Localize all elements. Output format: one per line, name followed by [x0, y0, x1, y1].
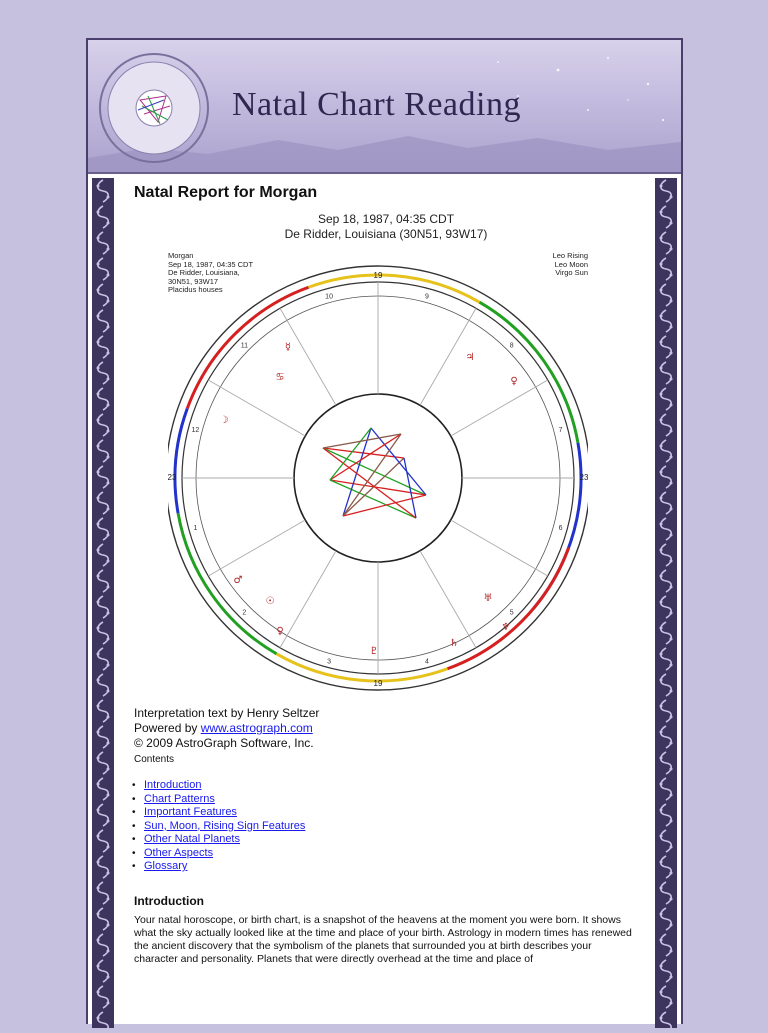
toc-link-sun-moon-rising[interactable]: Sun, Moon, Rising Sign Features: [144, 819, 306, 832]
planet-glyph-icon: ♀: [510, 376, 518, 387]
birth-date: Sep 18, 1987, 04:35 CDT: [317, 212, 455, 226]
cusp-label-top: 19: [373, 271, 383, 280]
planet-glyph-icon: ♋: [275, 372, 285, 383]
legend-place: De Ridder, Louisiana,: [168, 268, 240, 277]
planet-glyph-icon: ☉: [265, 596, 275, 607]
house-number: 12: [191, 427, 200, 435]
planet-glyph-icon: ☿: [284, 342, 292, 353]
house-number: 1: [193, 524, 198, 532]
header-banner: [88, 40, 681, 174]
toc-link-introduction[interactable]: Introduction: [144, 779, 202, 791]
natal-chart-wheel: [168, 248, 588, 692]
table-of-contents: [132, 779, 640, 874]
introduction-heading: Introduction: [134, 893, 204, 908]
toc-link-other-natal-planets[interactable]: Other Natal Planets: [144, 833, 240, 845]
legend-name: Morgan: [168, 251, 194, 260]
house-number: 2: [242, 609, 247, 617]
toc-link-important-features[interactable]: Important Features: [144, 806, 237, 818]
house-number: 7: [558, 427, 563, 435]
house-cusp-line: [420, 551, 476, 648]
house-number: 5: [509, 609, 514, 617]
legend-rising: Leo Rising: [552, 251, 588, 260]
house-cusp-line: [280, 308, 336, 405]
credits: [134, 706, 640, 767]
birth-place: De Ridder, Louisiana (30N51, 93W17): [284, 227, 488, 241]
cusp-label-left: 23: [168, 473, 177, 482]
toc-link-glossary[interactable]: Glossary: [144, 860, 188, 872]
house-number: 6: [558, 524, 563, 532]
toc-item: [132, 860, 640, 874]
planet-glyph-icon: ♃: [465, 352, 475, 363]
legend-coords: 30N51, 93W17: [168, 276, 219, 286]
legend-date: Sep 18, 1987, 04:35 CDT: [168, 259, 254, 269]
planet-glyph-icon: ☽: [219, 415, 229, 426]
house-number: 9: [424, 293, 429, 301]
house-number: 11: [240, 342, 248, 350]
planet-glyph-icon: ♂: [233, 575, 243, 586]
left-ornamental-border: [92, 178, 114, 1028]
house-number: 4: [424, 658, 429, 666]
house-cusp-line: [280, 551, 336, 648]
zodiac-arc: [277, 654, 448, 681]
house-cusp-line: [451, 520, 548, 576]
toc-item: [132, 806, 640, 820]
report-title: Natal Report for Morgan: [134, 184, 318, 201]
toc-item: [132, 820, 640, 834]
zodiac-arc: [309, 275, 480, 302]
planet-glyph-icon: ♀: [276, 626, 284, 637]
contents-label: Contents: [134, 754, 175, 765]
planet-glyph-icon: ♄: [449, 638, 459, 649]
house-number: 8: [509, 342, 514, 350]
right-ornamental-border: [655, 178, 677, 1028]
powered-by-prefix: Powered by: [134, 721, 201, 735]
zodiac-arc: [175, 409, 187, 514]
chart-wheel-logo-icon: [100, 54, 208, 162]
legend-moon: Leo Moon: [554, 259, 588, 269]
birth-info: [132, 212, 640, 242]
house-number: 3: [327, 658, 332, 666]
toc-link-other-aspects[interactable]: Other Aspects: [144, 846, 214, 859]
house-cusp-line: [208, 520, 305, 576]
introduction-text: Your natal horoscope, or birth chart, is a snapshot of the heavens at the moment you were born. It shows what the sky actually looked like at the time and place of your birth. Astrology in modern times has renewed the ancient discovery that the symbolism of the planets that surrounded you at birth describes your character and personality. Planets that were directly overhead at the time and place of: [134, 913, 632, 965]
toc-link-chart-patterns[interactable]: Chart Patterns: [144, 792, 215, 805]
house-cusp-line: [451, 380, 548, 436]
chart-legend-left: [168, 252, 253, 295]
legend-sun: Virgo Sun: [555, 268, 588, 277]
powered-by: [134, 721, 640, 736]
zodiac-arc: [447, 547, 568, 668]
planet-glyph-icon: ♇: [369, 646, 379, 657]
planet-glyph-icon: ♆: [501, 622, 511, 633]
header-title: Natal Chart Reading: [232, 86, 521, 123]
interpretation-credit: Interpretation text by Henry Seltzer: [134, 706, 320, 720]
legend-houses: Placidus houses: [168, 285, 223, 294]
copyright: © 2009 AstroGraph Software, Inc.: [134, 736, 314, 750]
toc-item: [132, 779, 640, 793]
zodiac-arc: [480, 302, 578, 443]
toc-item: [132, 793, 640, 807]
house-cusp-line: [208, 380, 305, 436]
planet-glyph-icon: ♅: [483, 593, 493, 604]
aspect-circle: [294, 394, 462, 562]
cusp-label-bottom: 19: [373, 679, 383, 688]
cusp-label-right: 23: [579, 473, 588, 482]
house-number: 10: [325, 293, 333, 301]
toc-item: [132, 847, 640, 861]
astrograph-link[interactable]: www.astrograph.com: [200, 721, 313, 735]
report-content: [132, 180, 640, 966]
natal-chart: [168, 248, 588, 692]
page-frame: [86, 38, 683, 1024]
zodiac-arc: [178, 513, 276, 654]
chart-legend-right: [553, 252, 588, 278]
toc-item: [132, 833, 640, 847]
